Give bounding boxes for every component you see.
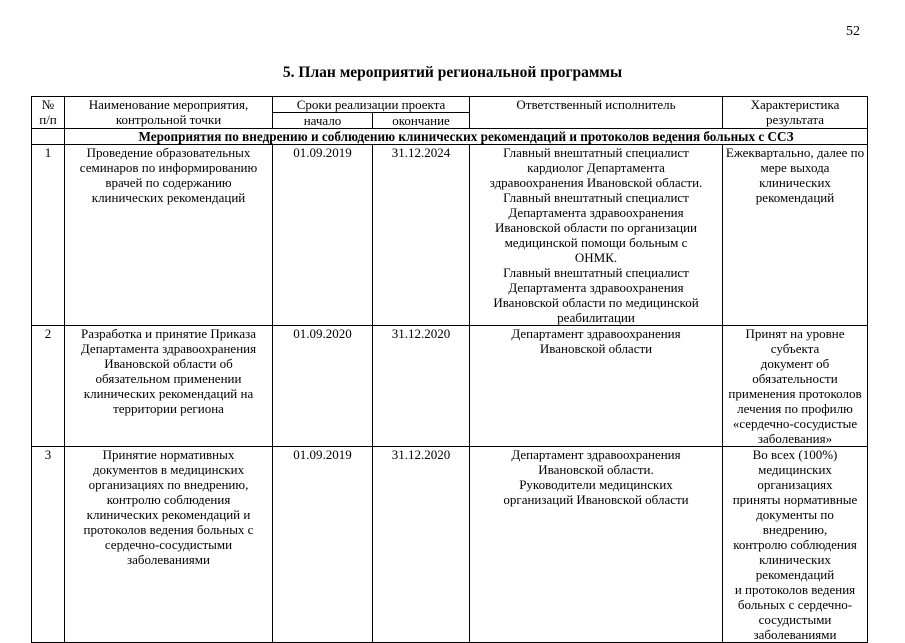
table-row bbox=[32, 447, 868, 643]
table-row bbox=[32, 145, 868, 326]
cell-result: Принят на уровне субъекта документ об обязательности применения протоколов лечения по профилю «сердечно-сосудистые заболевания» bbox=[723, 326, 868, 447]
cell-responsible: Главный внештатный специалист кардиолог Департамента здравоохранения Ивановской области. Главный внештатный специалист Департамента здравоохранения Ивановской области по организации медицинской помощи больным с ОНМК. Главный внештатный специалист Департамента здравоохранения Ивановской области по медицинской реабилитации bbox=[470, 145, 723, 326]
header-num: № п/п bbox=[32, 97, 65, 129]
action-plan-table bbox=[31, 96, 868, 643]
page-title: 5. План мероприятий региональной программы bbox=[282, 64, 623, 81]
header-start: начало bbox=[273, 113, 373, 129]
page-number: 52 bbox=[846, 24, 860, 39]
table-row bbox=[32, 326, 868, 447]
cell-num: 2 bbox=[32, 326, 65, 447]
cell-end: 31.12.2024 bbox=[373, 145, 470, 326]
cell-end: 31.12.2020 bbox=[373, 447, 470, 643]
header-result: Характеристика результата bbox=[723, 97, 868, 129]
header-end: окончание bbox=[373, 113, 470, 129]
header-row bbox=[32, 97, 868, 113]
cell-name: Принятие нормативных документов в медицинских организациях по внедрению, контролю соблюдения клинических рекомендаций и протоколов ведения больных с сердечно-сосудистыми заболеваниями bbox=[65, 447, 273, 643]
cell-responsible: Департамент здравоохранения Ивановской области. Руководители медицинских организаций Ивановской области bbox=[470, 447, 723, 643]
header-responsible: Ответственный исполнитель bbox=[470, 97, 723, 129]
cell-result: Во всех (100%) медицинских организациях приняты нормативные документы по внедрению, контролю соблюдения клинических рекомендаций и протоколов ведения больных с сердечно- сосудистыми заболеваниями bbox=[723, 447, 868, 643]
cell-start: 01.09.2019 bbox=[273, 447, 373, 643]
cell-name: Проведение образовательных семинаров по информированию врачей по содержанию клинических рекомендаций bbox=[65, 145, 273, 326]
cell-end: 31.12.2020 bbox=[373, 326, 470, 447]
header-period: Сроки реализации проекта bbox=[273, 97, 470, 113]
cell-responsible: Департамент здравоохранения Ивановской области bbox=[470, 326, 723, 447]
cell-start: 01.09.2020 bbox=[273, 326, 373, 447]
section-title: Мероприятия по внедрению и соблюдению клинических рекомендаций и протоколов ведения больных с ССЗ bbox=[65, 129, 868, 145]
cell-num: 1 bbox=[32, 145, 65, 326]
cell-result: Ежеквартально, далее по мере выхода клинических рекомендаций bbox=[723, 145, 868, 326]
section-empty-cell bbox=[32, 129, 65, 145]
cell-num: 3 bbox=[32, 447, 65, 643]
cell-start: 01.09.2019 bbox=[273, 145, 373, 326]
section-row bbox=[32, 129, 868, 145]
cell-name: Разработка и принятие Приказа Департамента здравоохранения Ивановской области об обязательном применении клинических рекомендаций на территории региона bbox=[65, 326, 273, 447]
header-name: Наименование мероприятия, контрольной точки bbox=[65, 97, 273, 129]
